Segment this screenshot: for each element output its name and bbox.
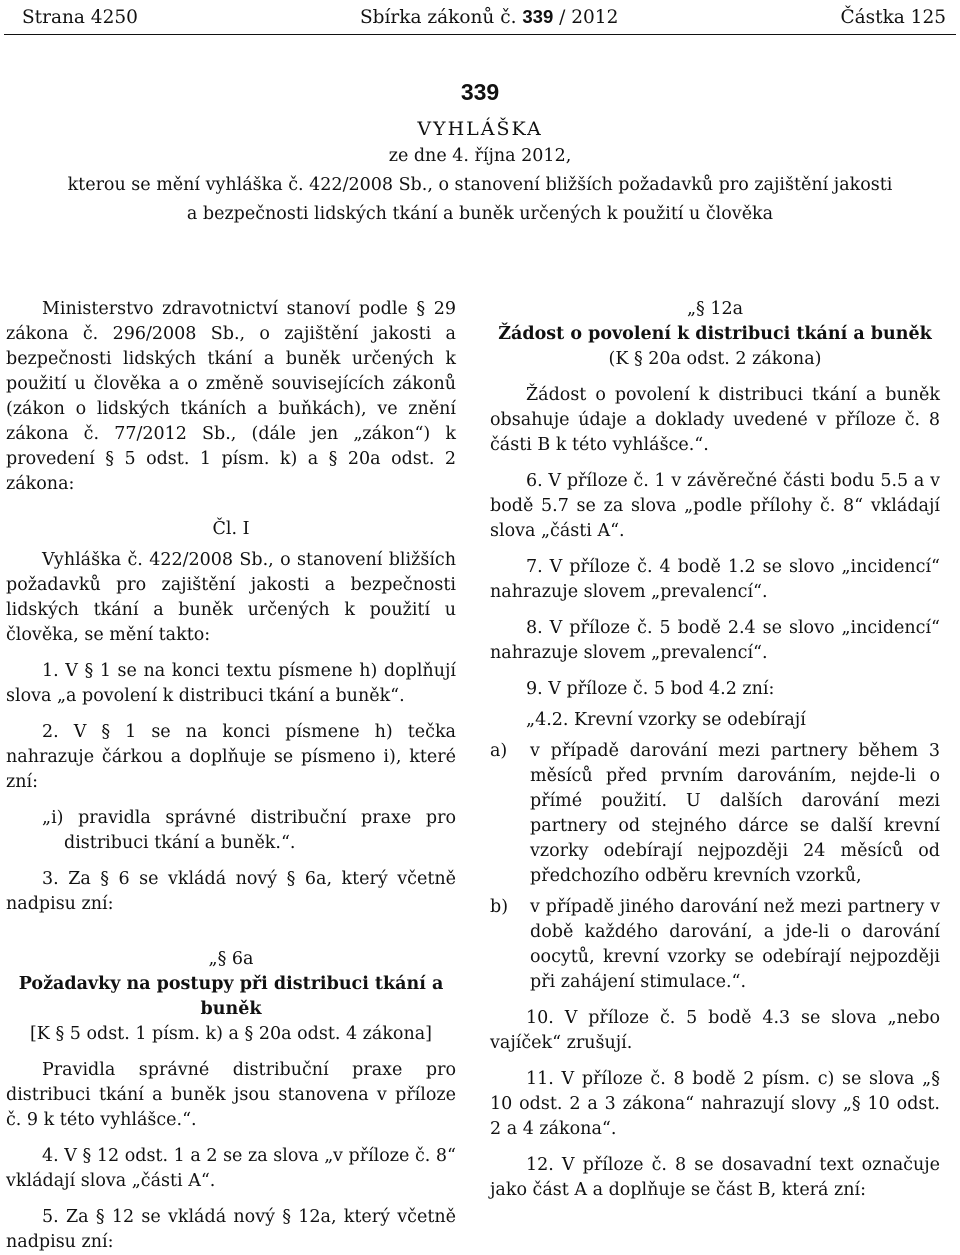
section-12a-text: Žádost o povolení k distribuci tkání a buněk obsahuje údaje a doklady uvedené v příloze č. 8 části B k této vyhlášce.“.: [490, 385, 940, 455]
section-6a-reference: [K § 5 odst. 1 písm. k) a § 20a odst. 4 zákona]: [29, 1024, 432, 1044]
item-b-label: b): [490, 897, 509, 917]
section-6a-text: Pravidla správné distribuční praxe pro distribuci tkání a buněk jsou stanovena v příloze č. 9 k této vyhlášce.“.: [6, 1060, 456, 1130]
point-9-item-b: [490, 895, 940, 995]
left-column: [6, 297, 456, 1255]
item-b-text: v případě jiného darování než mezi partnery v době každého darování, a jde-li o darování oocytů, krevní vzorky se odebírají nejpozději při zahájení stimulace.“.: [530, 897, 940, 992]
item-a-text: v případě darování mezi partnery během 3 měsíců před prvním darováním, nejde-li o přímé použití. U dalších darování mezi partnery od stejného dárce se další krevní vzorky odebírají nejpozději 24 měsíců od předchozího odběru krevních vzorků,: [530, 741, 940, 886]
point-12: 12. V příloze č. 8 se dosavadní text označuje jako část A a doplňuje se část B, která zní:: [490, 1155, 940, 1200]
decree-title-line-1: kterou se mění vyhláška č. 422/2008 Sb., o stanovení bližších požadavků pro zajištění jakosti: [67, 175, 893, 195]
collection-label: [360, 4, 618, 30]
section-12a-reference: (K § 20a odst. 2 zákona): [608, 349, 822, 369]
collection-year: / 2012: [559, 7, 619, 28]
title-block: [0, 78, 960, 229]
issue-number: Částka 125: [840, 6, 946, 28]
point-10: 10. V příloze č. 5 bodě 4.3 se slova „nebo vajíček“ zrušují.: [490, 1008, 940, 1053]
point-2-quote: „i) pravidla správné distribuční praxe pro distribuci tkání a buněk.“.: [42, 808, 456, 853]
point-5: 5. Za § 12 se vkládá nový § 12a, který včetně nadpisu zní:: [6, 1207, 456, 1252]
section-6a-number: „§ 6a: [208, 949, 254, 969]
point-11: 11. V příloze č. 8 bodě 2 písm. c) se slova „§ 10 odst. 2 a 3 zákona“ nahrazují slovy „§ 10 odst. 2 a 4 zákona“.: [490, 1069, 940, 1139]
section-12a-number: „§ 12a: [686, 299, 744, 319]
point-1: 1. V § 1 se na konci textu písmene h) doplňují slova „a povolení k distribuci tkání a buněk“.: [6, 661, 456, 706]
section-12a-title: Žádost o povolení k distribuci tkání a buněk: [498, 324, 932, 344]
article-intro: Vyhláška č. 422/2008 Sb., o stanovení bližších požadavků pro zajištění jakosti a bezpečnosti lidských tkání a buněk určených k použití u člověka, se mění takto:: [6, 550, 456, 645]
point-3: 3. Za § 6 se vkládá nový § 6a, který včetně nadpisu zní:: [6, 869, 456, 914]
header-divider: [4, 34, 956, 35]
page-number: Strana 4250: [22, 6, 138, 28]
decree-date: ze dne 4. října 2012,: [388, 146, 572, 166]
point-4: 4. V § 12 odst. 1 a 2 se za slova „v příloze č. 8“ vkládají slova „části A“.: [6, 1146, 456, 1191]
item-a-label: a): [490, 741, 508, 761]
collection-number: 339: [522, 6, 554, 27]
collection-prefix: Sbírka zákonů č.: [360, 7, 517, 28]
point-9-quote: „4.2. Krevní vzorky se odebírají: [526, 710, 806, 730]
point-2: 2. V § 1 se na konci písmene h) tečka nahrazuje čárkou a doplňuje se písmeno i), které zní:: [6, 722, 456, 792]
article-heading: Čl. I: [212, 519, 250, 539]
point-7: 7. V příloze č. 4 bodě 1.2 se slovo „incidencí“ nahrazuje slovem „prevalencí“.: [490, 557, 940, 602]
point-9-item-a: [490, 739, 940, 889]
page-header: [22, 4, 946, 30]
decree-number: 339: [460, 79, 500, 105]
section-6a-title: Požadavky na postupy při distribuci tkání a buněk: [18, 974, 444, 1019]
decree-kind: VYHLÁŠKA: [417, 118, 543, 140]
point-8: 8. V příloze č. 5 bodě 2.4 se slovo „incidencí“ nahrazuje slovem „prevalencí“.: [490, 618, 940, 663]
right-column: [490, 297, 940, 1203]
point-9: 9. V příloze č. 5 bod 4.2 zní:: [526, 679, 775, 699]
preamble: Ministerstvo zdravotnictví stanoví podle § 29 zákona č. 296/2008 Sb., o zajištění jakosti a bezpečnosti lidských tkání a buněk určených k použití u člověka a o změně souvisejících zákonů (zákon o lidských tkáních a buňkách), ve znění zákona č. 77/2012 Sb., (dále jen „zákon“) k provedení § 5 odst. 1 písm. k) a § 20a odst. 2 zákona:: [6, 299, 456, 494]
point-6: 6. V příloze č. 1 v závěrečné části bodu 5.5 a v bodě 5.7 se za slova „podle přílohy č. 8“ vkládají slova „části A“.: [490, 471, 940, 541]
decree-title-line-2: a bezpečnosti lidských tkání a buněk určených k použití u člověka: [186, 204, 774, 224]
